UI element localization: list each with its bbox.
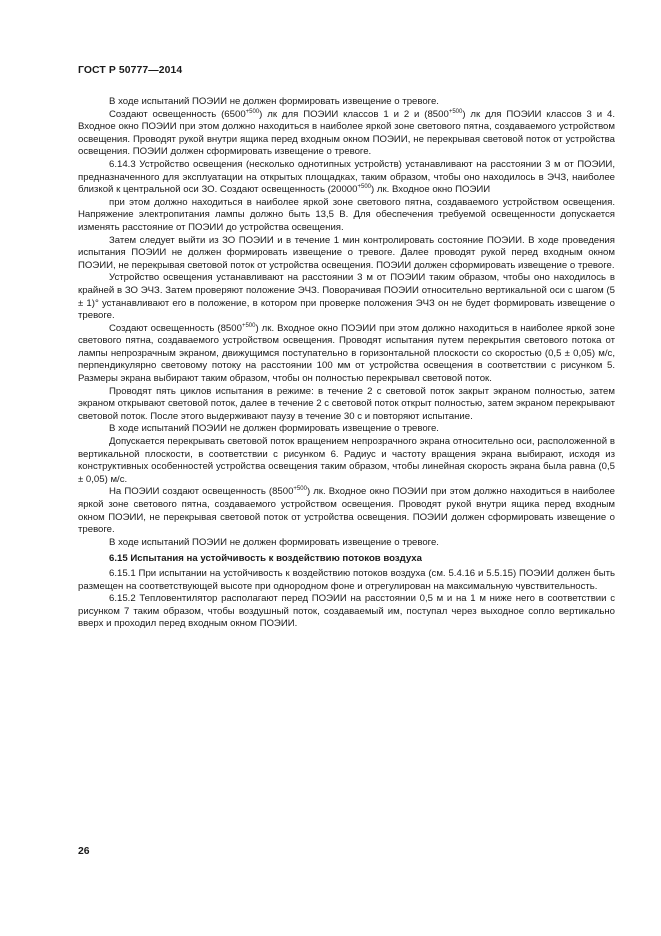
paragraph: На ПОЭИИ создают освещенность $(8500^{+500})$ лк. Входное окно ПОЭИИ при этом должно находиться в наиболее яркой зоне светового пятна, создаваемого устройством освещения. Проводят рукой внутри ящика перед входным окном ПОЭИИ, не перекрывая световой поток от устройства освещения. ПОЭИИ должен сформировать извещение о тревоге.	[78, 486, 615, 536]
paragraph: Затем следует выйти из ЗО ПОЭИИ и в течение 1 мин контролировать состояние ПОЭИИ. В ходе проведения испытания ПОЭИИ не должен формировать извещение о тревоге. Далее проводят рукой перед входным окном ПОЭИИ, не перекрывая световой поток от устройства освещения. ПОЭИИ должен сформировать извещение о тревоге.	[78, 234, 615, 271]
paragraph: В ходе испытаний ПОЭИИ не должен формировать извещение о тревоге.	[109, 96, 439, 107]
paragraph: Допускается перекрывать световой поток вращением непрозрачного экрана относительно оси, расположенной в вертикальной плоскости, в соответствии с рисунком 6. Радиус и частоту вращения экрана выбирают, исходя из конструктивных особенностей устройства освещения таким образом, чтобы линейная скорость экрана была равна (0,5 ± 0,05) м/с.	[78, 436, 615, 485]
paragraph: Создают освещенность $(6500^{+500})$ лк для ПОЭИИ классов 1 и 2 и $(8500^{+500})$ лк для ПОЭИИ классов 3 и 4. Входное окно ПОЭИИ при этом должно находиться в наиболее яркой зоне светового пятна, создаваемого устройством освещения. Проводят рукой внутри ящика перед входным окном ПОЭИИ, не перекрывая световой поток от устройства освещения. ПОЭИИ должен сформировать извещение о тревоге.	[78, 108, 615, 158]
paragraph: 6.15.1 При испытании на устойчивость к воздействию потоков воздуха (см. 5.4.16 и 5.5.15) ПОЭИИ должен быть размещен на соответствующей высоте при однородном фоне и отрегулирован на максимальную чувствительность.	[78, 567, 615, 592]
paragraph: Создают освещенность $(8500^{+500})$ лк. Входное окно ПОЭИИ при этом должно находиться в наиболее яркой зоне светового пятна, создаваемого устройством освещения. Проводят испытания путем перекрытия светового потока от лампы непрозрачным экраном, движущимся поступательно в горизонтальной плоскости со скоростью (0,5 ± 0,05) м/с, перпендикулярно световому потоку на расстоянии 100 мм от устройства освещения в соответствии с рисунком 5. Размеры экрана выбирают таким образом, чтобы он полностью перекрывал световой поток.	[78, 322, 615, 385]
paragraph: 6.15.2 Тепловентилятор располагают перед ПОЭИИ на расстоянии 0,5 м и на 1 м ниже него в соответствии с рисунком 7 таким образом, чтобы воздушный поток, создаваемый им, поступал через выходное сопло вертикально вверх и проходил перед входным окном ПОЭИИ.	[78, 593, 615, 630]
paragraph: В ходе испытаний ПОЭИИ не должен формировать извещение о тревоге.	[109, 423, 439, 435]
document-header: ГОСТ Р 50777—2014	[78, 65, 183, 76]
document-body	[78, 96, 615, 631]
paragraph: при этом должно находиться в наиболее яркой зоне светового пятна, создаваемого устройством освещения. Напряжение электропитания лампы должно быть 13,5 В. Для обеспечения требуемой освещенности допускается изменять расстояние от ПОЭИИ до устройства освещения.	[78, 196, 615, 233]
page-number: 26	[78, 846, 90, 857]
paragraph: В ходе испытаний ПОЭИИ не должен формировать извещение о тревоге.	[109, 536, 439, 548]
paragraph: 6.14.3 Устройство освещения (несколько однотипных устройств) устанавливают на расстоянии 3 м от ПОЭИИ, предназначенного для эксплуатации на открытых площадках, таким образом, чтобы оно находилось в ЭЧЗ, наиболее близкой к центральной оси ЗО. Создают освещенность $(20000^{+500})$ лк. Входное окно ПОЭИИ	[78, 158, 615, 196]
paragraph: Устройство освещения устанавливают на расстоянии 3 м от ПОЭИИ таким образом, чтобы оно находилось в крайней в ЗО ЭЧЗ. Затем проверяют положение ЭЧЗ. Поворачивая ПОЭИИ относительно вертикальной оси с шагом (5 ± 1)° устанавливают его в положение, в котором при проверке положения ЭЧЗ он не будет формировать извещение о тревоге.	[78, 272, 615, 322]
section-heading: 6.15 Испытания на устойчивость к воздействию потоков воздуха	[109, 553, 422, 565]
paragraph: Проводят пять циклов испытания в режиме: в течение 2 с световой поток закрыт экраном полностью, затем экраном открывают световой поток, далее в течение 2 с световой поток открыт полностью, затем экраном перекрывают световой поток. После этого выдерживают паузу в течение 30 с и повторяют испытание.	[78, 385, 615, 422]
